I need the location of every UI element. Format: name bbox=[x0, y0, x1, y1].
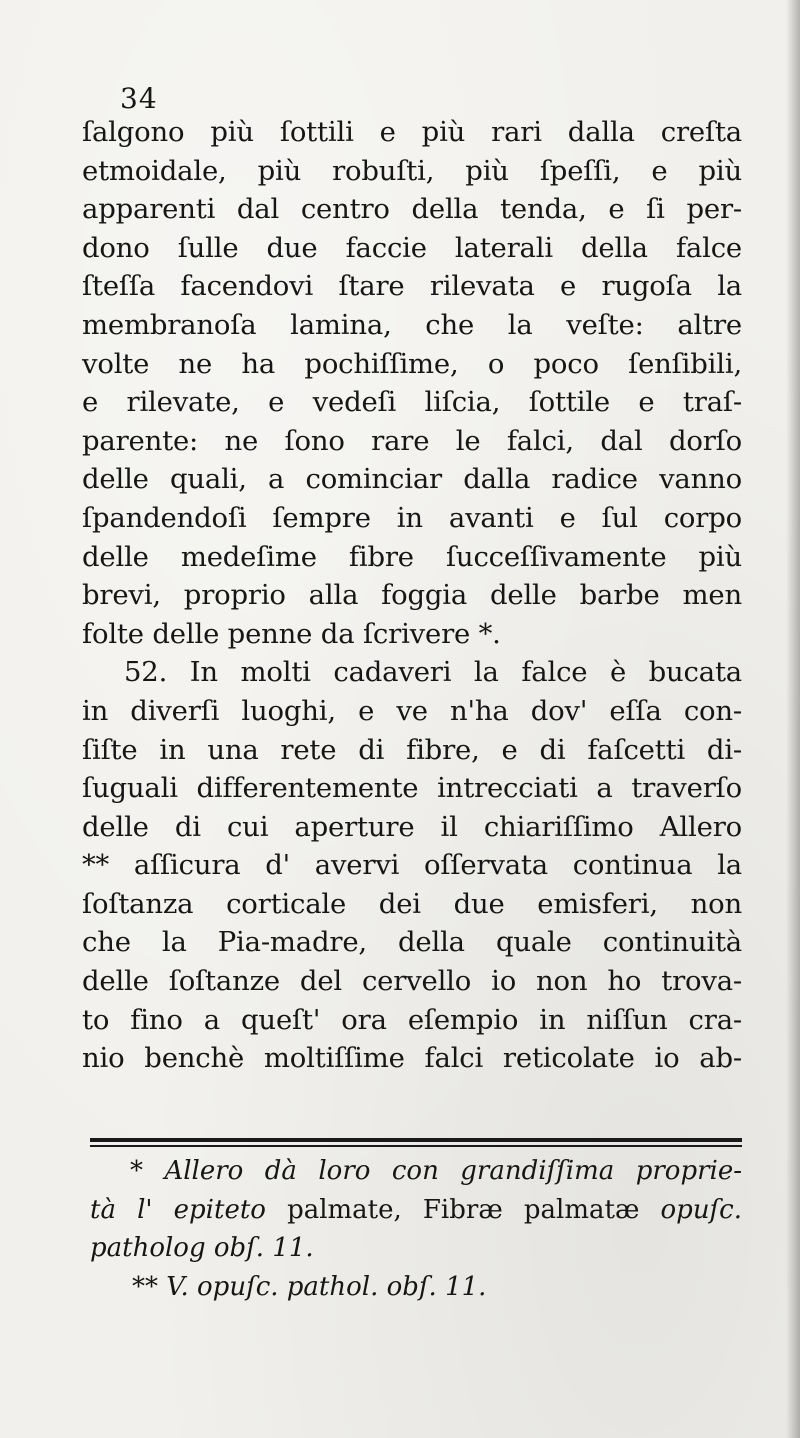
page-edge-shadow bbox=[786, 0, 800, 1438]
main-text-block bbox=[82, 113, 742, 1078]
footnote-2-line bbox=[90, 1268, 742, 1307]
text-line: delle quali, a cominciar dalla radice vanno bbox=[82, 463, 742, 496]
footnote-1-marker: * bbox=[130, 1156, 143, 1186]
footnote-divider-thick bbox=[90, 1138, 742, 1142]
footnote-1-roman-phrase: palmate, Fibræ palmatæ bbox=[287, 1194, 640, 1225]
footnote-2-text: V. opuſc. pathol. obſ. 11. bbox=[166, 1271, 487, 1302]
footnote-1-text: Allero dà loro con grandiſſima proprie- bbox=[164, 1156, 742, 1186]
paragraph-52-start: 52. In molti cadaveri la falce è bucata bbox=[124, 656, 742, 689]
footnote-1-citation: opuſc. bbox=[660, 1194, 743, 1225]
text-line: ſalgono più ſottili e più rari dalla creſta bbox=[82, 116, 742, 148]
page-number: 34 bbox=[120, 82, 158, 115]
text-line: nio benchè moltiſſime falci reticolate io ab- bbox=[82, 1042, 742, 1075]
text-line: delle ſoſtanze del cervello io non ho trova- bbox=[82, 965, 742, 998]
footnote-divider-thin bbox=[90, 1145, 742, 1147]
text-line: parente: ne ſono rare le falci, dal dorſo bbox=[82, 424, 742, 457]
text-line: delle di cui aperture il chiariſſimo Allero bbox=[82, 810, 742, 843]
text-line: brevi, proprio alla foggia delle barbe men bbox=[82, 579, 742, 612]
footnote-1-italic-phrase: tà l' epiteto bbox=[90, 1194, 266, 1225]
text-line: che la Pia-madre, della quale continuità bbox=[82, 926, 742, 959]
text-line: ſuguali differentemente intrecciati a traverſo bbox=[82, 772, 742, 805]
text-line: folte delle penne da ſcrivere *. bbox=[82, 617, 501, 650]
text-line: ſiſte in una rete di fibre, e di faſcetti di- bbox=[82, 733, 742, 766]
text-line: dono ſulle due faccie laterali della falce bbox=[82, 231, 742, 264]
text-line: in diverſi luoghi, e ve n'ha dov' eſſa con- bbox=[82, 694, 742, 727]
text-line: to fino a queſt' ora eſempio in niſſun cra- bbox=[82, 1003, 742, 1036]
footnote-2-marker: ** bbox=[132, 1271, 158, 1302]
text-line: apparenti dal centro della tenda, e ſi per- bbox=[82, 193, 742, 226]
text-line: ſpandendoſi ſempre in avanti e ſul corpo bbox=[82, 501, 742, 534]
text-line: ſoſtanza corticale dei due emisferi, non bbox=[82, 887, 742, 920]
text-line: delle medeſime fibre ſucceſſivamente più bbox=[82, 540, 742, 573]
footnote-1-line-3 bbox=[90, 1229, 742, 1268]
text-line: e rilevate, e vedeſi liſcia, ſottile e traſ- bbox=[82, 386, 742, 419]
footnote-1-line-2 bbox=[90, 1191, 742, 1230]
text-line: membranoſa lamina, che la veſte: altre bbox=[82, 308, 742, 341]
footnote-1-line-1 bbox=[90, 1152, 742, 1191]
footnote-1-reference: patholog obſ. 11. bbox=[90, 1233, 314, 1263]
text-line: ** aſſicura d' avervi oſſervata continua la bbox=[82, 849, 742, 882]
footnotes-block bbox=[90, 1152, 742, 1306]
text-line: volte ne ha pochiſſime, o poco ſenſibili, bbox=[82, 347, 742, 380]
text-line: etmoidale, più robuſti, più ſpeſſi, e più bbox=[82, 154, 742, 187]
text-line: ſteſſa facendovi ſtare rilevata e rugoſa la bbox=[82, 270, 742, 303]
